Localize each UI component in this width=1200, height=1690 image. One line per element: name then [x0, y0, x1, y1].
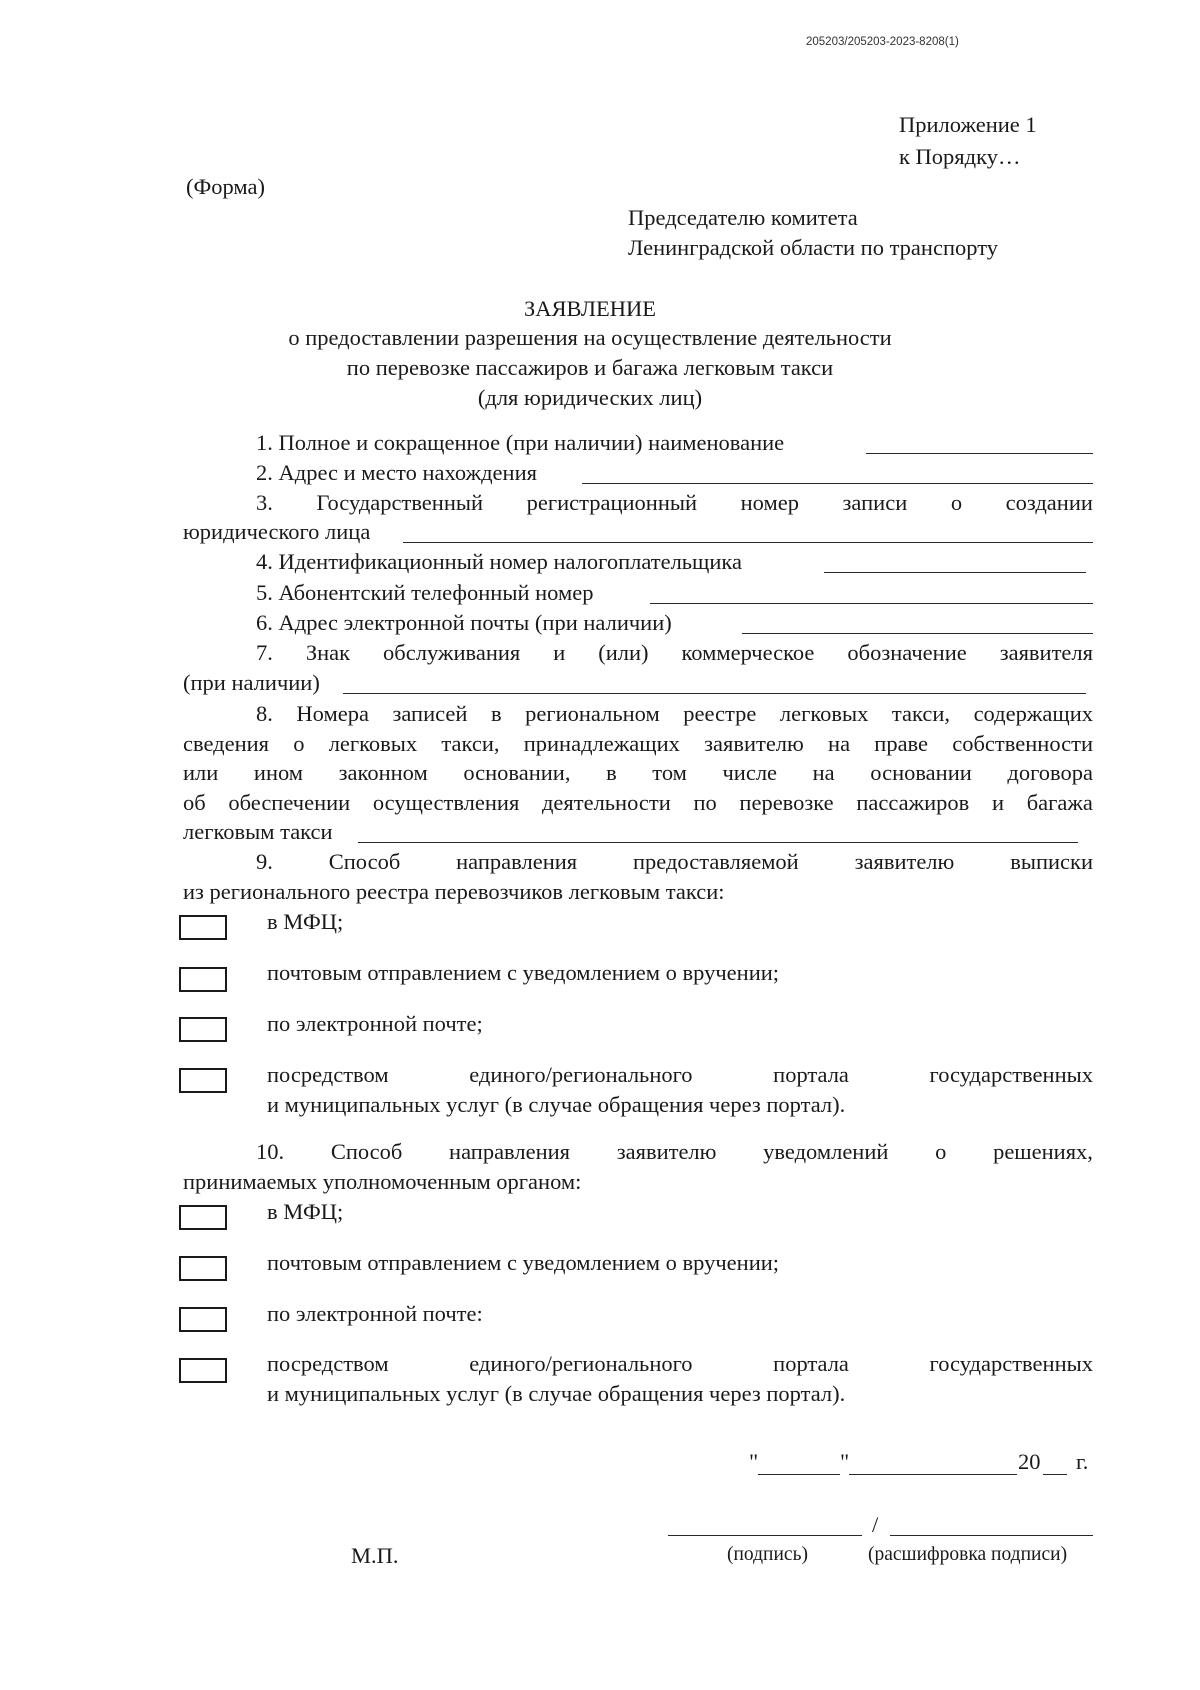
item-2-field[interactable]: [582, 483, 1093, 484]
item-4-label: 4. Идентификационный номер налогоплательщика: [256, 549, 743, 574]
word: на: [828, 731, 851, 756]
item-10-line: [256, 1141, 1093, 1164]
word: записи: [842, 490, 908, 515]
word: 3.: [256, 490, 273, 515]
word: Государственный: [316, 490, 484, 515]
item-10-option-email-label: по электронной почте:: [267, 1301, 483, 1326]
document-title: ЗАЯВЛЕНИЕ: [524, 296, 656, 321]
item-9-option-mfc-checkbox[interactable]: [179, 915, 227, 940]
word: направления: [456, 849, 578, 874]
word: решениях,: [993, 1139, 1093, 1164]
item-3-field[interactable]: [403, 542, 1093, 543]
date-month-field[interactable]: [849, 1474, 1017, 1475]
item-7-line: [256, 642, 1093, 665]
item-9-option-post-label: почтовым отправлением с уведомлением о вручении;: [267, 960, 780, 985]
signature-decode-field[interactable]: [890, 1535, 1093, 1536]
item-10-option-portal-continuation: и муниципальных услуг (в случае обращения через портал).: [267, 1381, 846, 1406]
word: уведомлений: [763, 1139, 889, 1164]
item-1-field[interactable]: [866, 453, 1093, 454]
word: регистрационный: [526, 490, 698, 515]
item-4-field[interactable]: [824, 572, 1086, 573]
addressee-line-1: Председателю комитета: [628, 205, 858, 230]
word: и: [553, 640, 566, 665]
word: номер: [740, 490, 799, 515]
word: портала: [773, 1351, 849, 1376]
word: региональном: [525, 701, 660, 726]
date-year-suffix: г.: [1076, 1449, 1089, 1474]
item-9-option-portal-label: [267, 1064, 1093, 1087]
appendix-line-1: Приложение 1: [899, 112, 1037, 137]
form-label: (Форма): [186, 174, 265, 199]
word: такси,: [441, 731, 500, 756]
title-subline-3: (для юридических лиц): [477, 385, 703, 410]
word: в: [490, 701, 502, 726]
word: и: [991, 790, 1005, 815]
word: посредством: [267, 1062, 389, 1087]
word: 8.: [256, 701, 273, 726]
word: Способ: [330, 1139, 403, 1164]
date-year-field[interactable]: [1043, 1474, 1067, 1475]
word: обозначение: [847, 640, 967, 665]
item-10-option-email-checkbox[interactable]: [179, 1307, 227, 1332]
item-6-label: 6. Адрес электронной почты (при наличии): [256, 610, 672, 635]
word: или: [183, 760, 219, 785]
stamp-label: М.П.: [351, 1543, 399, 1568]
date-year-prefix: 20: [1018, 1449, 1041, 1474]
item-7-continuation: (при наличии): [183, 670, 320, 695]
word: создании: [1005, 490, 1093, 515]
item-9-option-post-checkbox[interactable]: [179, 967, 227, 992]
word: единого/регионального: [469, 1062, 693, 1087]
item-8-line-1: [256, 703, 1093, 726]
word: 10.: [256, 1139, 285, 1164]
word: Знак: [305, 640, 351, 665]
word: собственности: [952, 731, 1093, 756]
item-10-option-mfc-checkbox[interactable]: [179, 1205, 227, 1230]
word: государственных: [929, 1062, 1093, 1087]
document-id: 205203/205203-2023-8208(1): [806, 36, 959, 48]
word: осуществления: [372, 790, 520, 815]
word: Способ: [328, 849, 401, 874]
item-6-field[interactable]: [742, 633, 1093, 634]
word: на: [812, 760, 835, 785]
word: содержащих: [973, 701, 1093, 726]
item-9-option-portal-checkbox[interactable]: [179, 1068, 227, 1093]
word: государственных: [929, 1351, 1093, 1376]
word: предоставляемой: [632, 849, 799, 874]
item-10-continuation: принимаемых уполномоченным органом:: [183, 1169, 582, 1194]
item-9-continuation: из регионального реестра перевозчиков легковым такси:: [183, 879, 725, 904]
date-day-field[interactable]: [758, 1474, 840, 1475]
item-10-option-post-label: почтовым отправлением с уведомлением о вручении;: [267, 1250, 780, 1275]
item-8-field[interactable]: [358, 842, 1078, 843]
word: обслуживания: [383, 640, 521, 665]
title-subline-1: о предоставлении разрешения на осуществление деятельности: [288, 325, 892, 350]
word: по: [693, 790, 717, 815]
item-9-option-portal-continuation: и муниципальных услуг (в случае обращения через портал).: [267, 1092, 846, 1117]
word: о: [293, 731, 305, 756]
word: заявителю: [704, 731, 804, 756]
word: портала: [773, 1062, 849, 1087]
item-9-option-mfc-label: в МФЦ;: [267, 909, 344, 934]
word: (или): [598, 640, 649, 665]
item-2-label: 2. Адрес и место нахождения: [256, 460, 537, 485]
signature-label: (подпись): [727, 1544, 808, 1565]
word: о: [950, 490, 963, 515]
word: деятельности: [541, 790, 671, 815]
item-8-line-4: [183, 792, 1093, 815]
item-9-option-email-label: по электронной почте;: [267, 1011, 483, 1036]
signature-slash: /: [872, 1512, 879, 1537]
date-quote-close: ": [840, 1449, 850, 1474]
word: 9.: [256, 849, 273, 874]
word: такси,: [891, 701, 951, 726]
word: заявителя: [999, 640, 1093, 665]
addressee-line-2: Ленинградской области по транспорту: [628, 235, 998, 260]
item-9-option-email-checkbox[interactable]: [179, 1017, 227, 1042]
item-10-option-mfc-label: в МФЦ;: [267, 1199, 344, 1224]
signature-decode-label: (расшифровка подписи): [868, 1544, 1068, 1565]
item-8-line-2: [183, 733, 1093, 756]
word: Номера: [296, 701, 369, 726]
word: 7.: [256, 640, 273, 665]
item-7-field[interactable]: [343, 693, 1086, 694]
word: направления: [449, 1139, 571, 1164]
word: праве: [874, 731, 929, 756]
word: обеспечении: [228, 790, 351, 815]
word: ином: [253, 760, 304, 785]
word: том: [652, 760, 687, 785]
item-5-field[interactable]: [650, 603, 1093, 604]
item-10-option-portal-checkbox[interactable]: [179, 1358, 227, 1383]
title-subline-2: по перевозке пассажиров и багажа легковым такси: [346, 355, 834, 380]
item-10-option-portal-label: [267, 1353, 1093, 1376]
word: в: [606, 760, 617, 785]
word: легковых: [328, 731, 418, 756]
item-1-label: 1. Полное и сокращенное (при наличии) наименование: [256, 430, 785, 455]
word: перевозке: [739, 790, 834, 815]
item-9-line: [256, 851, 1093, 874]
item-3-continuation: юридического лица: [183, 519, 371, 544]
word: заявителю: [854, 849, 955, 874]
signature-field[interactable]: [668, 1535, 862, 1536]
word: принадлежащих: [523, 731, 680, 756]
word: багажа: [1026, 790, 1093, 815]
word: выписки: [1010, 849, 1093, 874]
word: посредством: [267, 1351, 389, 1376]
date-quote-open: ": [749, 1449, 759, 1474]
word: основании: [870, 760, 972, 785]
appendix-line-2: к Порядку…: [899, 144, 1021, 169]
word: коммерческое: [681, 640, 815, 665]
word: о: [935, 1139, 947, 1164]
word: об: [183, 790, 206, 815]
word: пассажиров: [856, 790, 970, 815]
item-8-continuation: легковым такси: [183, 819, 333, 844]
word: договора: [1007, 760, 1093, 785]
word: единого/регионального: [469, 1351, 693, 1376]
item-5-label: 5. Абонентский телефонный номер: [256, 580, 594, 605]
word: заявителю: [616, 1139, 717, 1164]
item-8-line-3: [183, 762, 1093, 785]
word: легковых: [779, 701, 869, 726]
word: записей: [392, 701, 468, 726]
word: реестре: [683, 701, 757, 726]
item-10-option-post-checkbox[interactable]: [179, 1256, 227, 1281]
word: числе: [722, 760, 778, 785]
word: законном: [338, 760, 428, 785]
word: основании,: [463, 760, 571, 785]
word: сведения: [183, 731, 270, 756]
item-3-line: [256, 492, 1093, 515]
